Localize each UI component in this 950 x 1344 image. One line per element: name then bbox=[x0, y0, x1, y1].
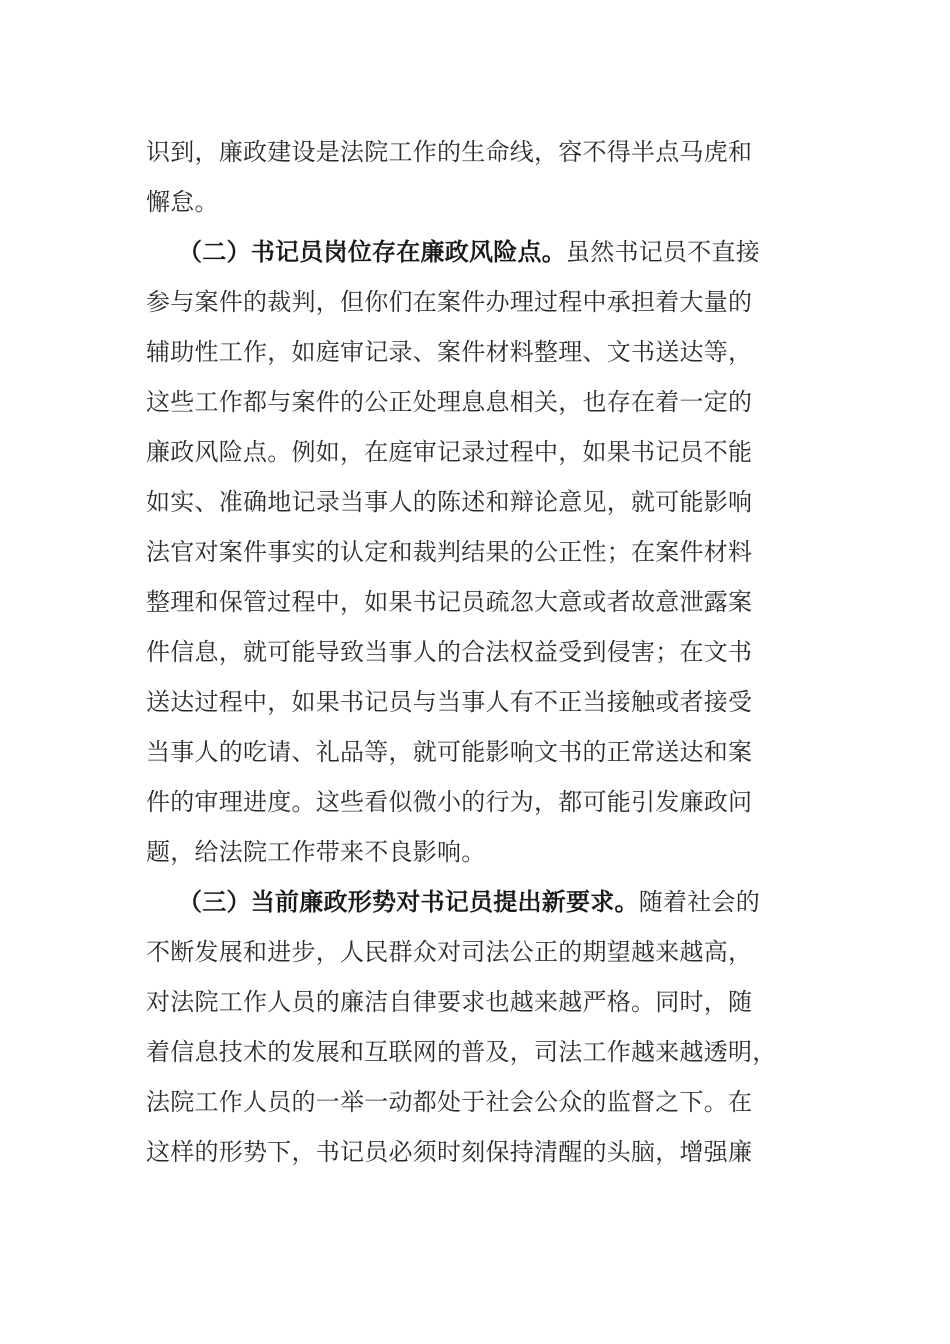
text-line: 件的审理进度。这些看似微小的行为，都可能引发廉政问 bbox=[146, 788, 753, 816]
section-heading: （三）当前廉政形势对书记员提出新要求。 bbox=[178, 887, 639, 916]
section-heading-line: （三）当前廉政形势对书记员提出新要求。随着社会的 bbox=[178, 887, 760, 916]
text-line: 懈怠。 bbox=[146, 188, 219, 216]
text-line: 当事人的吃请、礼品等，就可能影响文书的正常送达和案 bbox=[146, 738, 753, 766]
section-heading: （二）书记员岗位存在廉政风险点。 bbox=[178, 237, 566, 266]
text-line: 这样的形势下，书记员必须时刻保持清醒的头脑，增强廉 bbox=[146, 1138, 753, 1166]
text-line: 参与案件的裁判，但你们在案件办理过程中承担着大量的 bbox=[146, 288, 753, 316]
text-line: 题，给法院工作带来不良影响。 bbox=[146, 838, 486, 866]
text-line: 整理和保管过程中，如果书记员疏忽大意或者故意泄露案 bbox=[146, 588, 753, 616]
text-line: 着信息技术的发展和互联网的普及，司法工作越来越透明， bbox=[146, 1038, 777, 1066]
section-heading-line: （二）书记员岗位存在廉政风险点。虽然书记员不直接 bbox=[178, 237, 760, 266]
text-line: 法官对案件事实的认定和裁判结果的公正性；在案件材料 bbox=[146, 538, 753, 566]
text-line: 不断发展和进步，人民群众对司法公正的期望越来越高， bbox=[146, 938, 753, 966]
text-line: 辅助性工作，如庭审记录、案件材料整理、文书送达等， bbox=[146, 338, 753, 366]
text-line: 这些工作都与案件的公正处理息息相关，也存在着一定的 bbox=[146, 388, 753, 416]
text-line: 件信息，就可能导致当事人的合法权益受到侵害；在文书 bbox=[146, 638, 753, 666]
text-line: 法院工作人员的一举一动都处于社会公众的监督之下。在 bbox=[146, 1088, 753, 1116]
text-line: 廉政风险点。例如，在庭审记录过程中，如果书记员不能 bbox=[146, 438, 753, 466]
text-line: 送达过程中，如果书记员与当事人有不正当接触或者接受 bbox=[146, 688, 753, 716]
text-line: 如实、准确地记录当事人的陈述和辩论意见，就可能影响 bbox=[146, 488, 753, 516]
text-line: 识到，廉政建设是法院工作的生命线，容不得半点马虎和 bbox=[146, 138, 753, 166]
text-line: 对法院工作人员的廉洁自律要求也越来越严格。同时，随 bbox=[146, 988, 753, 1016]
